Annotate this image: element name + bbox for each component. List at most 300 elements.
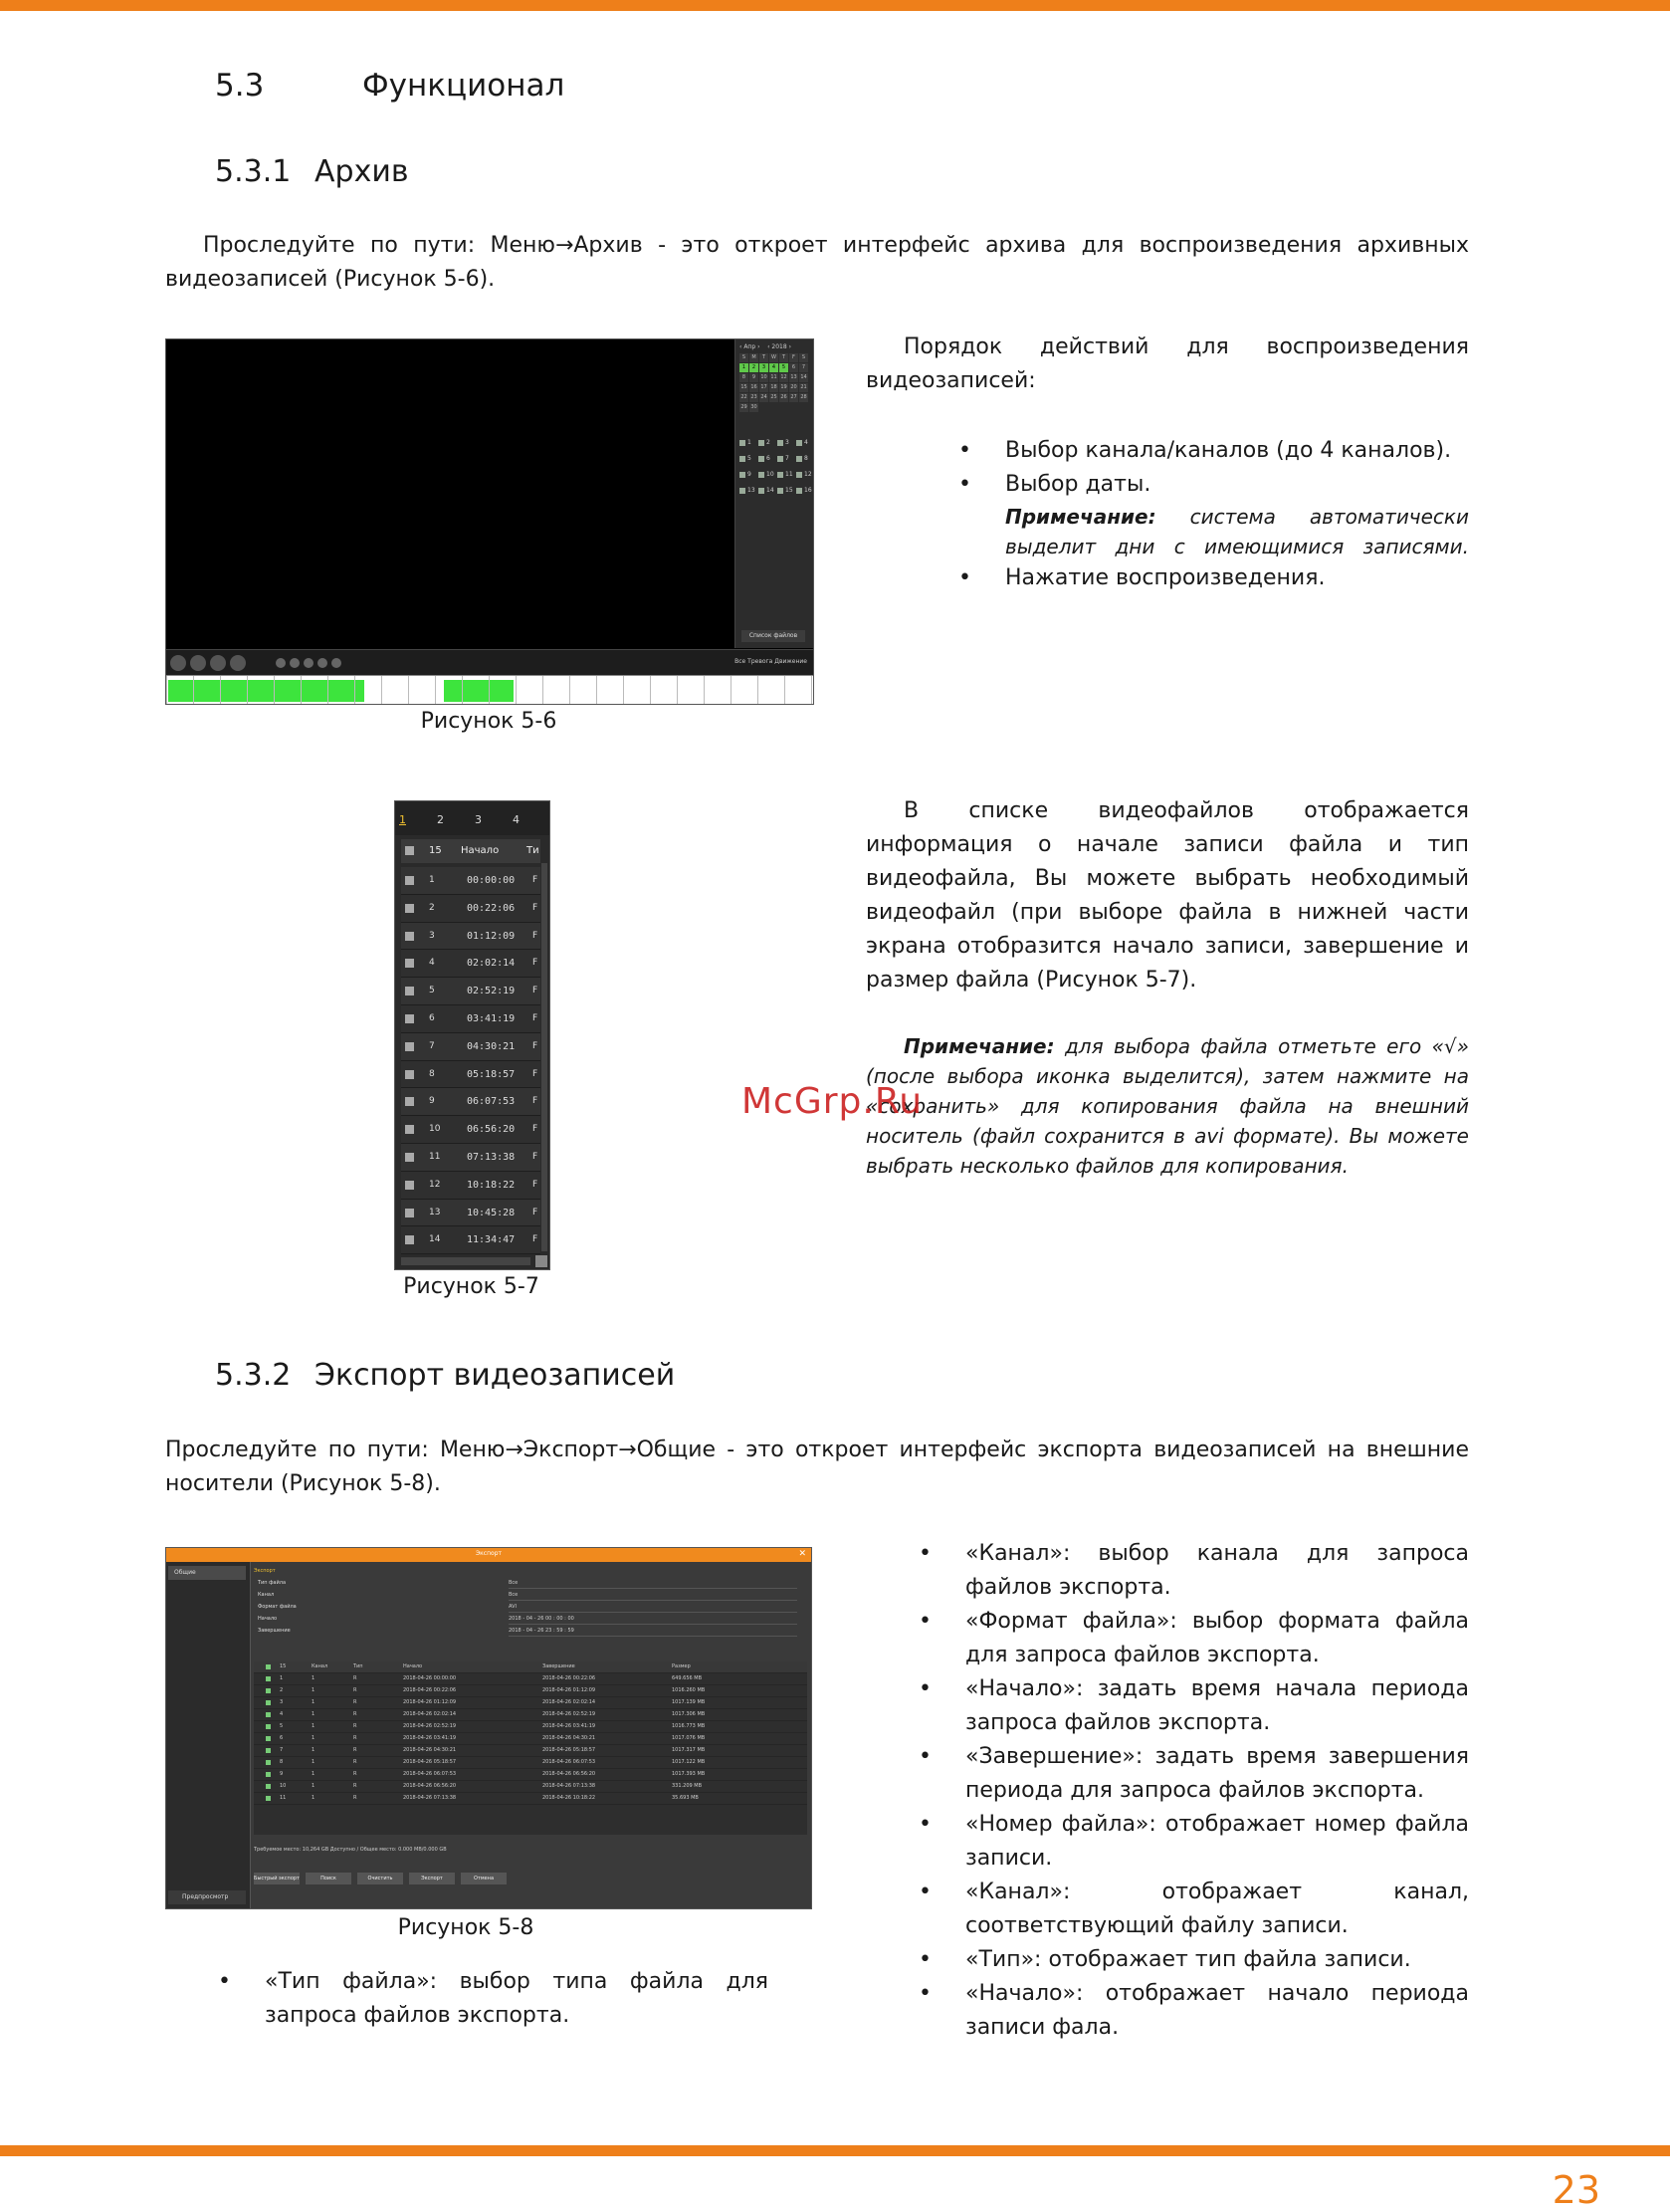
calendar-day[interactable]: 2 bbox=[749, 363, 758, 372]
channel-checkbox[interactable]: 12 bbox=[796, 471, 813, 485]
window-title: Экспорт bbox=[475, 1550, 502, 1557]
table-cell: R bbox=[353, 1735, 357, 1741]
list-item: • «Канал»: выбор канала для запроса файлов экспорта. bbox=[965, 1537, 1469, 1605]
file-number: 8 bbox=[429, 1068, 435, 1079]
table-cell: 1017.317 MB bbox=[672, 1747, 706, 1753]
note bbox=[1005, 502, 1469, 561]
channel-checkbox[interactable]: 5 bbox=[739, 455, 756, 469]
table-cell: 649.656 MB bbox=[672, 1675, 703, 1681]
file-type: F bbox=[532, 1179, 538, 1190]
list-item[interactable] bbox=[401, 1088, 540, 1116]
file-checkbox[interactable] bbox=[405, 1070, 414, 1079]
table-cell: 8 bbox=[280, 1759, 284, 1765]
row-checkbox[interactable] bbox=[266, 1748, 271, 1753]
subsection-number: 5.3.1 bbox=[215, 154, 292, 189]
subsection-title: Экспорт видеозаписей bbox=[314, 1358, 676, 1393]
file-number: 7 bbox=[429, 1040, 435, 1051]
timeline-tick bbox=[784, 676, 785, 704]
file-start-time: 00:22:06 bbox=[467, 902, 516, 914]
table-cell: 1017.076 MB bbox=[672, 1735, 706, 1741]
list-item[interactable] bbox=[401, 978, 540, 1005]
calendar-month: Апр bbox=[743, 343, 756, 350]
channel-checkbox[interactable]: 3 bbox=[777, 439, 794, 453]
file-type: F bbox=[532, 1040, 538, 1051]
table-row[interactable] bbox=[254, 1793, 807, 1805]
column-header: 15 bbox=[280, 1663, 287, 1669]
export-buttons bbox=[254, 1865, 513, 1884]
channel-checkbox[interactable]: 7 bbox=[777, 455, 794, 469]
timeline-tick bbox=[327, 676, 328, 704]
calendar-day[interactable]: 5 bbox=[779, 363, 788, 372]
speed-button[interactable] bbox=[304, 658, 313, 668]
window-titlebar bbox=[166, 1548, 811, 1562]
table-cell: 5 bbox=[280, 1723, 284, 1729]
speed-button[interactable] bbox=[290, 658, 300, 668]
field-label: Тип файла bbox=[258, 1580, 287, 1586]
file-number: 5 bbox=[429, 986, 435, 996]
select-all-checkbox[interactable] bbox=[266, 1664, 271, 1669]
file-number: 11 bbox=[429, 1151, 441, 1162]
table-cell: 1 bbox=[312, 1735, 315, 1741]
row-checkbox[interactable] bbox=[266, 1724, 271, 1729]
channel-checkbox[interactable]: 10 bbox=[758, 471, 775, 485]
figure-caption: Рисунок 5-8 bbox=[397, 1915, 534, 1940]
page-number: 23 bbox=[1552, 2168, 1600, 2212]
table-cell: 2018-04-26 02:52:19 bbox=[542, 1711, 596, 1717]
figure-caption: Рисунок 5-7 bbox=[403, 1274, 539, 1299]
file-checkbox[interactable] bbox=[405, 1014, 414, 1023]
calendar-grid bbox=[739, 353, 808, 412]
list-item: • Нажатие воспроизведения. bbox=[1005, 561, 1469, 595]
files-paragraph: В списке видеофайлов отображается информация о начале записи файла и тип видеофайла, Вы можете выбрать необходимый видеофайл (при выборе файла в нижней части экрана отобразится начало записи, завершение и размер файла (Рисунок 5-7). bbox=[866, 798, 1469, 993]
file-checkbox[interactable] bbox=[405, 1042, 414, 1051]
timeline-tick bbox=[220, 676, 221, 704]
file-checkbox[interactable] bbox=[405, 987, 414, 995]
file-type: F bbox=[532, 875, 538, 885]
list-item: • «Номер файла»: отображает номер файла записи. bbox=[965, 1808, 1469, 1876]
row-checkbox[interactable] bbox=[266, 1736, 271, 1741]
table-cell: R bbox=[353, 1759, 357, 1765]
calendar-day[interactable]: 9 bbox=[749, 373, 758, 382]
export-action-button[interactable]: Очистить bbox=[357, 1873, 403, 1884]
table-row[interactable] bbox=[254, 1721, 807, 1733]
timeline-tick bbox=[435, 676, 436, 704]
calendar-day[interactable]: 15 bbox=[740, 384, 747, 390]
row-checkbox[interactable] bbox=[266, 1712, 271, 1717]
timeline-tick bbox=[193, 676, 194, 704]
calendar-day[interactable]: 27 bbox=[790, 394, 797, 400]
timeline-tick bbox=[247, 676, 248, 704]
file-type: F bbox=[532, 986, 538, 996]
timeline-tick bbox=[462, 676, 463, 704]
list-item: • «Начало»: отображает начало периода записи фала. bbox=[965, 1977, 1469, 2045]
calendar-day[interactable]: 16 bbox=[750, 384, 757, 390]
file-start-time: 10:45:28 bbox=[467, 1207, 516, 1218]
tab-channel-4[interactable]: 4 bbox=[513, 813, 520, 826]
calendar-day[interactable]: 20 bbox=[790, 384, 797, 390]
export-table bbox=[254, 1661, 807, 1835]
note-label: Примечание: bbox=[1005, 505, 1156, 529]
file-start-time: 02:02:14 bbox=[467, 958, 516, 970]
weekday-label: S bbox=[799, 353, 808, 362]
table-cell: 2018-04-26 01:12:09 bbox=[403, 1699, 457, 1705]
file-number: 10 bbox=[429, 1124, 441, 1135]
timeline-bar[interactable] bbox=[166, 675, 813, 704]
sidebar-item-general[interactable]: Общие bbox=[168, 1566, 246, 1580]
calendar-day[interactable]: 28 bbox=[800, 394, 807, 400]
calendar-header: ‹ Апр › ‹ 2018 › bbox=[739, 343, 791, 350]
stop-button[interactable] bbox=[210, 655, 226, 671]
file-list-button[interactable]: Список файлов bbox=[741, 630, 805, 642]
step-button[interactable] bbox=[230, 655, 246, 671]
table-cell: 1017.306 MB bbox=[672, 1711, 706, 1717]
list-item[interactable] bbox=[401, 867, 540, 895]
table-cell: 1 bbox=[312, 1783, 315, 1789]
field-label: Завершение bbox=[258, 1628, 291, 1634]
table-cell: 4 bbox=[280, 1711, 284, 1717]
weekday-label: T bbox=[759, 353, 768, 362]
field-value[interactable]: Все bbox=[509, 1590, 797, 1601]
calendar-day[interactable]: 22 bbox=[740, 394, 747, 400]
section-number: 5.3 bbox=[215, 68, 265, 104]
list-item: • «Завершение»: задать время завершения периода для запроса файлов экспорта. bbox=[965, 1740, 1469, 1808]
calendar-day[interactable]: 7 bbox=[799, 363, 808, 372]
file-type: F bbox=[532, 1012, 538, 1023]
file-number: 14 bbox=[429, 1234, 441, 1245]
table-cell: 1017.122 MB bbox=[672, 1759, 706, 1765]
file-type: F bbox=[532, 958, 538, 969]
table-cell: R bbox=[353, 1687, 357, 1693]
play-button[interactable] bbox=[170, 655, 186, 671]
calendar-panel bbox=[734, 339, 813, 648]
row-checkbox[interactable] bbox=[266, 1796, 271, 1801]
timeline-tick bbox=[596, 676, 597, 704]
weekday-label: W bbox=[769, 353, 778, 362]
field-label: Канал bbox=[258, 1592, 275, 1598]
file-count: 15 bbox=[429, 845, 442, 856]
timeline-recording bbox=[168, 680, 364, 702]
file-start-time: 01:12:09 bbox=[467, 930, 516, 942]
list-item-text: Выбор даты. bbox=[1005, 472, 1151, 497]
table-row[interactable] bbox=[254, 1685, 807, 1697]
channel-checkbox[interactable]: 8 bbox=[796, 455, 813, 469]
section-label: Экспорт bbox=[254, 1568, 276, 1574]
list-item[interactable] bbox=[401, 1116, 540, 1144]
calendar-day[interactable]: 10 bbox=[760, 374, 767, 380]
vertical-scrollbar[interactable] bbox=[541, 863, 547, 1251]
file-start-time: 02:52:19 bbox=[467, 986, 516, 997]
list-item[interactable] bbox=[401, 1033, 540, 1061]
table-cell: 2018-04-26 02:02:14 bbox=[403, 1711, 457, 1717]
preview-button[interactable]: Предпросмотр bbox=[168, 1890, 246, 1904]
table-cell: 2 bbox=[280, 1687, 284, 1693]
channel-checkbox[interactable]: 14 bbox=[758, 487, 775, 501]
timeline-tick bbox=[489, 676, 490, 704]
horizontal-scrollbar[interactable] bbox=[401, 1257, 530, 1265]
file-checkbox[interactable] bbox=[405, 959, 414, 968]
column-header: Канал bbox=[312, 1663, 328, 1669]
channel-checkbox[interactable]: 4 bbox=[796, 439, 813, 453]
file-checkbox[interactable] bbox=[405, 876, 414, 885]
list-item[interactable] bbox=[401, 950, 540, 978]
list-item[interactable] bbox=[401, 895, 540, 923]
select-all-checkbox[interactable] bbox=[405, 846, 414, 855]
calendar-day[interactable]: 23 bbox=[750, 394, 757, 400]
tab-channel-3[interactable]: 3 bbox=[475, 813, 482, 826]
storage-info: Требуемое место: 10,264 GB Доступно / Общее место: 0.000 MB/0.000 GB bbox=[254, 1847, 447, 1853]
table-cell: 35.693 MB bbox=[672, 1795, 699, 1801]
table-cell: 2018-04-26 01:12:09 bbox=[542, 1687, 596, 1693]
list-item[interactable] bbox=[401, 1061, 540, 1089]
table-cell: 6 bbox=[280, 1735, 284, 1741]
note-text: для выбора файла отметьте его «√» (после выбора иконка выделится), затем нажмите на «сохранить» для копирования файла на внешний носитель (файл сохранится в avi формате). Вы можете выбрать несколько файлов для копирования. bbox=[866, 1034, 1470, 1178]
file-checkbox[interactable] bbox=[405, 1125, 414, 1134]
list-item[interactable] bbox=[401, 1005, 540, 1033]
list-item[interactable] bbox=[401, 1172, 540, 1200]
table-cell: R bbox=[353, 1723, 357, 1729]
calendar-day[interactable]: 18 bbox=[770, 384, 777, 390]
field-value[interactable]: Все bbox=[509, 1578, 797, 1589]
file-checkbox[interactable] bbox=[405, 904, 414, 913]
pause-button[interactable] bbox=[190, 655, 206, 671]
table-cell: 2018-04-26 10:18:22 bbox=[542, 1795, 596, 1801]
channel-checkbox[interactable]: 1 bbox=[739, 439, 756, 453]
table-cell: R bbox=[353, 1771, 357, 1777]
export-action-button[interactable]: Отмена bbox=[461, 1873, 507, 1884]
file-type: F bbox=[532, 902, 538, 913]
table-row[interactable] bbox=[254, 1769, 807, 1781]
column-header: Начало bbox=[403, 1663, 423, 1669]
file-checkbox[interactable] bbox=[405, 1153, 414, 1162]
list-item[interactable] bbox=[401, 1226, 540, 1254]
channel-checkbox[interactable]: 11 bbox=[777, 471, 794, 485]
list-item[interactable] bbox=[401, 923, 540, 951]
subsection-number: 5.3.2 bbox=[215, 1358, 292, 1393]
table-cell: 2018-04-26 00:22:06 bbox=[542, 1675, 596, 1681]
row-checkbox[interactable] bbox=[266, 1784, 271, 1789]
calendar-day[interactable]: 30 bbox=[750, 404, 757, 410]
table-cell: 2018-04-26 05:18:57 bbox=[403, 1759, 457, 1765]
table-row[interactable] bbox=[254, 1757, 807, 1769]
timeline-recording bbox=[444, 680, 514, 702]
calendar-day[interactable]: 24 bbox=[760, 394, 767, 400]
channel-checkbox[interactable]: 6 bbox=[758, 455, 775, 469]
table-cell: 2018-04-26 04:30:21 bbox=[542, 1735, 596, 1741]
export-main bbox=[254, 1566, 807, 1904]
table-cell: 2018-04-26 00:22:06 bbox=[403, 1687, 457, 1693]
table-cell: 1 bbox=[312, 1771, 315, 1777]
channel-checkbox[interactable]: 2 bbox=[758, 439, 775, 453]
file-number: 4 bbox=[429, 958, 435, 969]
calendar-day[interactable]: 25 bbox=[770, 394, 777, 400]
note-text: система автоматически выделит дни с имеющимися записями. bbox=[1005, 505, 1470, 558]
table-cell: 2018-04-26 02:52:19 bbox=[403, 1723, 457, 1729]
type-column-header: Ти bbox=[526, 845, 539, 856]
file-number: 2 bbox=[429, 902, 435, 913]
timeline-tick bbox=[704, 676, 705, 704]
channel-checkbox[interactable]: 15 bbox=[777, 487, 794, 501]
calendar-day[interactable]: 12 bbox=[780, 374, 787, 380]
file-checkbox[interactable] bbox=[405, 1235, 414, 1244]
table-cell: 1 bbox=[312, 1795, 315, 1801]
table-row[interactable] bbox=[254, 1733, 807, 1745]
timeline-tick bbox=[623, 676, 624, 704]
file-checkbox[interactable] bbox=[405, 1209, 414, 1217]
list-item: • «Канал»: отображает канал, соответствующий файлу записи. bbox=[965, 1876, 1469, 1943]
list-item[interactable] bbox=[401, 1144, 540, 1172]
calendar-day[interactable]: 19 bbox=[780, 384, 787, 390]
file-start-time: 05:18:57 bbox=[467, 1068, 516, 1080]
table-row[interactable] bbox=[254, 1781, 807, 1793]
list-item: • «Тип файла»: выбор типа файла для запроса файлов экспорта. bbox=[265, 1965, 768, 2033]
list-item: • «Начало»: задать время начала периода запроса файлов экспорта. bbox=[965, 1672, 1469, 1740]
tab-channel-2[interactable]: 2 bbox=[437, 813, 444, 826]
export-action-button[interactable]: Поиск bbox=[306, 1873, 351, 1884]
timeline-tick bbox=[381, 676, 382, 704]
file-type: F bbox=[532, 1234, 538, 1245]
calendar-day[interactable]: 21 bbox=[800, 384, 807, 390]
file-checkbox[interactable] bbox=[405, 1097, 414, 1106]
table-cell: 1 bbox=[280, 1675, 284, 1681]
steps-intro-text: Порядок действий для воспроизведения видеозаписей: bbox=[866, 334, 1469, 393]
file-rows bbox=[401, 867, 540, 1254]
table-row[interactable] bbox=[254, 1745, 807, 1757]
table-cell: 10 bbox=[280, 1783, 287, 1789]
table-cell: 1 bbox=[312, 1687, 315, 1693]
table-cell: 2018-04-26 04:30:21 bbox=[403, 1747, 457, 1753]
table-cell: 2018-04-26 02:02:14 bbox=[542, 1699, 596, 1705]
column-header: Завершение bbox=[542, 1663, 575, 1669]
timeline-tick bbox=[354, 676, 355, 704]
list-item[interactable] bbox=[401, 1200, 540, 1227]
speed-button[interactable] bbox=[317, 658, 327, 668]
archive-screenshot bbox=[165, 338, 814, 705]
top-orange-bar bbox=[0, 0, 1670, 11]
table-cell: 2018-04-26 06:56:20 bbox=[542, 1771, 596, 1777]
table-cell: 1017.393 MB bbox=[672, 1771, 706, 1777]
calendar-day[interactable]: 4 bbox=[769, 363, 778, 372]
export-action-button[interactable]: Быстрый экспорт bbox=[254, 1873, 300, 1884]
file-number: 6 bbox=[429, 1012, 435, 1023]
table-cell: 331.209 MB bbox=[672, 1783, 703, 1789]
table-cell: 1 bbox=[312, 1747, 315, 1753]
timeline-tick bbox=[166, 676, 167, 704]
table-row[interactable] bbox=[254, 1709, 807, 1721]
file-start-time: 00:00:00 bbox=[467, 875, 516, 886]
field-value[interactable]: 2018 - 04 - 26 00 : 00 : 00 bbox=[509, 1614, 797, 1625]
speed-button[interactable] bbox=[276, 658, 286, 668]
field-value[interactable]: AVI bbox=[509, 1602, 797, 1613]
file-type: F bbox=[532, 930, 538, 941]
file-start-time: 06:56:20 bbox=[467, 1124, 516, 1136]
calendar-day[interactable]: 13 bbox=[790, 374, 797, 380]
weekday-label: F bbox=[789, 353, 798, 362]
note-label: Примечание: bbox=[904, 1034, 1055, 1058]
table-cell: 2018-04-26 06:56:20 bbox=[403, 1783, 457, 1789]
table-row[interactable] bbox=[254, 1697, 807, 1709]
calendar-day[interactable]: 8 bbox=[739, 373, 748, 382]
timeline-tick bbox=[811, 676, 812, 704]
channel-checkbox[interactable]: 13 bbox=[739, 487, 756, 501]
table-row[interactable] bbox=[254, 1673, 807, 1685]
calendar-day[interactable]: 1 bbox=[739, 363, 748, 372]
field-value[interactable]: 2018 - 04 - 26 23 : 59 : 59 bbox=[509, 1626, 797, 1637]
timeline-tick bbox=[677, 676, 678, 704]
weekday-label: S bbox=[739, 353, 748, 362]
timeline-tick bbox=[569, 676, 570, 704]
list-item bbox=[1005, 468, 1469, 561]
column-header: Размер bbox=[672, 1663, 691, 1669]
calendar-day[interactable]: 6 bbox=[789, 363, 798, 372]
weekday-label: T bbox=[779, 353, 788, 362]
row-checkbox[interactable] bbox=[266, 1772, 271, 1777]
file-list-header bbox=[401, 839, 540, 863]
calendar-day[interactable]: 26 bbox=[780, 394, 787, 400]
weekday-label: M bbox=[749, 353, 758, 362]
file-checkbox[interactable] bbox=[405, 1181, 414, 1190]
close-icon[interactable]: ✕ bbox=[798, 1549, 806, 1559]
tab-channel-1[interactable]: 1 bbox=[399, 813, 406, 826]
timeline-tick bbox=[301, 676, 302, 704]
section-title: Функционал bbox=[362, 68, 565, 104]
table-body bbox=[254, 1673, 807, 1805]
figure-caption: Рисунок 5-6 bbox=[420, 709, 557, 734]
file-type: F bbox=[532, 1096, 538, 1107]
calendar-day[interactable]: 11 bbox=[770, 374, 777, 380]
table-header bbox=[254, 1661, 807, 1673]
bottom-orange-bar bbox=[0, 2145, 1670, 2156]
column-header: Тип bbox=[353, 1663, 363, 1669]
row-checkbox[interactable] bbox=[266, 1676, 271, 1681]
file-start-time: 11:34:47 bbox=[467, 1234, 516, 1246]
row-checkbox[interactable] bbox=[266, 1688, 271, 1693]
files-note bbox=[866, 1031, 1469, 1181]
row-checkbox[interactable] bbox=[266, 1700, 271, 1705]
calendar-day[interactable]: 29 bbox=[740, 404, 747, 410]
file-start-time: 04:30:21 bbox=[467, 1040, 516, 1052]
speed-button[interactable] bbox=[331, 658, 341, 668]
table-cell: 2018-04-26 07:13:38 bbox=[542, 1783, 596, 1789]
table-cell: 1 bbox=[312, 1699, 315, 1705]
timeline-tick bbox=[516, 676, 517, 704]
timeline-tick bbox=[542, 676, 543, 704]
table-cell: R bbox=[353, 1783, 357, 1789]
scroll-corner bbox=[535, 1255, 547, 1267]
list-item: • «Формат файла»: выбор формата файла для запроса файлов экспорта. bbox=[965, 1605, 1469, 1672]
calendar-year: 2018 bbox=[771, 343, 787, 350]
file-number: 1 bbox=[429, 875, 435, 885]
channel-checkbox[interactable]: 9 bbox=[739, 471, 756, 485]
timeline-tick bbox=[408, 676, 409, 704]
file-checkbox[interactable] bbox=[405, 932, 414, 941]
table-cell: 1 bbox=[312, 1675, 315, 1681]
export-intro: Проследуйте по пути: Меню→Экспорт→Общие - это откроет интерфейс экспорта видеозаписей на внешние носители (Рисунок 5-8). bbox=[165, 1438, 1469, 1496]
calendar-day[interactable]: 14 bbox=[800, 374, 807, 380]
file-type: F bbox=[532, 1124, 538, 1135]
calendar-day[interactable]: 17 bbox=[760, 384, 767, 390]
watermark: McGrp.Ru bbox=[741, 1081, 924, 1122]
export-action-button[interactable]: Экспорт bbox=[409, 1873, 455, 1884]
row-checkbox[interactable] bbox=[266, 1760, 271, 1765]
calendar-day[interactable]: 3 bbox=[759, 363, 768, 372]
field-label: Начало bbox=[258, 1616, 278, 1622]
channel-checkbox[interactable]: 16 bbox=[796, 487, 813, 501]
steps-intro bbox=[866, 331, 1469, 398]
table-cell: 2018-04-26 03:41:19 bbox=[542, 1723, 596, 1729]
table-cell: 11 bbox=[280, 1795, 287, 1801]
file-type: F bbox=[532, 1151, 538, 1162]
steps-list bbox=[1005, 434, 1469, 595]
